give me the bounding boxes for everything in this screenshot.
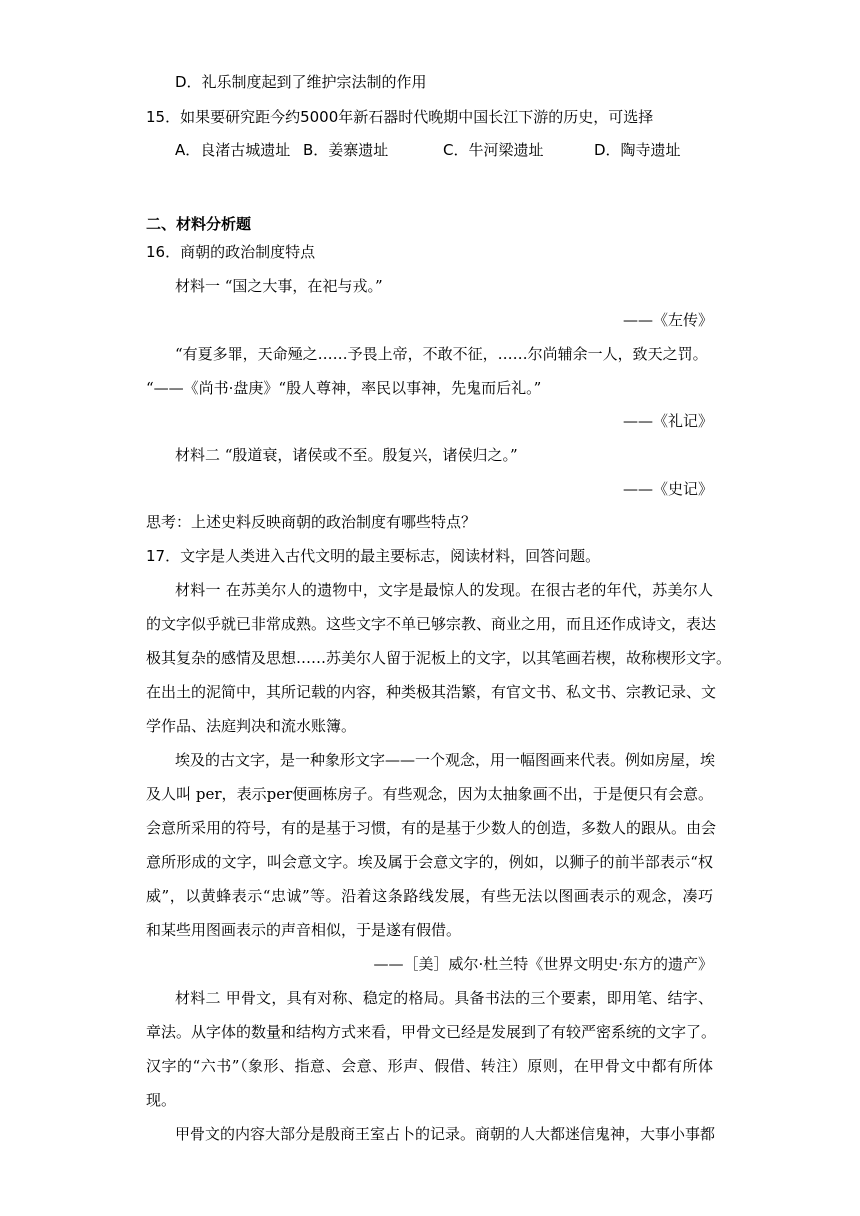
q16-material1-quote2-line1: “有夏多罪，天命殛之……予畏上帝，不敢不征，……尔尚辅余一人，致天之罚。 (175, 345, 708, 363)
q16-material2-source: ——《史记》 (622, 480, 713, 498)
q16-title: 16．商朝的政治制度特点 (146, 243, 316, 261)
q17-m1-p1-line: 极其复杂的感情及思想……苏美尔人留于泥板上的文字，以其笔画若楔，故称楔形文字。 (146, 649, 732, 667)
q17-m2-p1-line: 现。 (146, 1091, 177, 1109)
q17-m1-p2-line: 埃及的古文字，是一种象形文字——一个观念，用一幅图画来代表。例如房屋，埃 (175, 751, 716, 769)
q15-option-c: C．牛河梁遗址 (443, 141, 544, 159)
q17-m1-p1-line: 材料一 在苏美尔人的遗物中，文字是最惊人的发现。在很古老的年代，苏美尔人 (175, 581, 713, 599)
q17-m2-p1-line: 章法。从字体的数量和结构方式来看，甲骨文已经是发展到了有较严密系统的文字了。 (146, 1023, 717, 1041)
q17-m2-p1-line: 汉字的“六书”（象形、指意、会意、形声、假借、转注）原则，在甲骨文中都有所体 (146, 1057, 713, 1075)
q17-m2-p1-line: 材料二 甲骨文，具有对称、稳定的格局。具备书法的三个要素，即用笔、结字、 (175, 989, 713, 1007)
q17-m1-p2-line: 威”，以黄蜂表示“忠诚”等。沿着这条路线发展，有些无法以图画表示的观念，凑巧 (146, 887, 713, 905)
section-heading: 二、材料分析题 (146, 215, 252, 233)
q16-material2-quote: 材料二 “殷道衰，诸侯或不至。殷复兴，诸侯归之。” (175, 446, 518, 464)
q16-question: 思考：上述史料反映商朝的政治制度有哪些特点？ (146, 513, 477, 531)
q16-material1-source: ——《左传》 (622, 311, 713, 329)
q16-material1-quote: 材料一 “国之大事，在祀与戎。” (175, 277, 383, 295)
q15-option-a: A．良渚古城遗址 (175, 141, 291, 159)
q17-m1-source: ——［美］威尔·杜兰特《世界文明史·东方的遗产》 (373, 955, 713, 973)
q17-m1-p2-line: 意所形成的文字，叫会意文字。埃及属于会意文字的，例如，以狮子的前半部表示“权 (146, 853, 713, 871)
q15-option-b: B．姜寨遗址 (303, 141, 389, 159)
q14-option-d: D．礼乐制度起到了维护宗法制的作用 (175, 73, 427, 91)
q17-m1-p1-line: 学作品、法庭判决和流水账簿。 (146, 717, 357, 735)
q17-title: 17．文字是人类进入古代文明的最主要标志，阅读材料，回答问题。 (146, 547, 601, 565)
q17-m1-p1-line: 的文字似乎就已非常成熟。这些文字不单已够宗教、商业之用，而且还作成诗文，表达 (146, 615, 717, 633)
q17-m1-p2-line: 和某些用图画表示的声音相似，于是遂有假借。 (146, 921, 462, 939)
q17-m2-p2-line: 甲骨文的内容大部分是殷商王室占卜的记录。商朝的人大都迷信鬼神，大事小事都 (175, 1125, 716, 1143)
q15-stem: 15．如果要研究距今约5000年新石器时代晚期中国长江下游的历史，可选择 (146, 108, 654, 126)
q16-material1-quote2-line2: “——《尚书·盘庚》“殷人尊神，率民以事神，先鬼而后礼。” (146, 379, 542, 397)
q17-m1-p2-line: 及人叫 per，表示per便画栋房子。有些观念，因为太抽象画不出，于是便只有会意。 (146, 785, 713, 803)
q17-m1-p2-line: 会意所采用的符号，有的是基于习惯，有的是基于少数人的创造，多数人的跟从。由会 (146, 819, 717, 837)
q16-material1-source2: ——《礼记》 (622, 412, 713, 430)
q15-option-d: D．陶寺遗址 (594, 141, 681, 159)
q17-m1-p1-line: 在出土的泥简中，其所记载的内容，种类极其浩繁，有官文书、私文书、宗教记录、文 (146, 683, 717, 701)
